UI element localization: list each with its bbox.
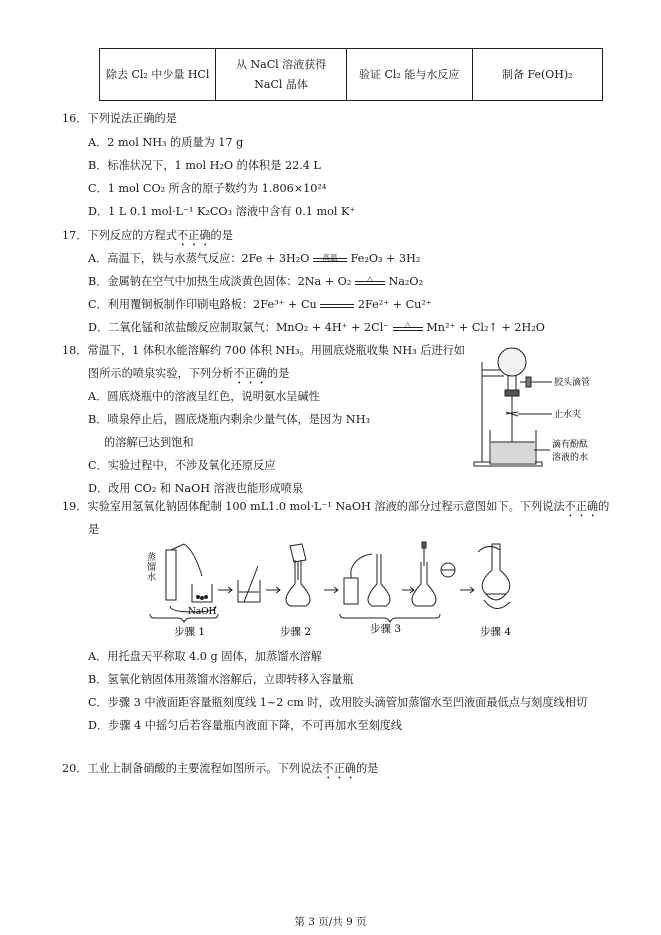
q19-option-b: B．氢氧化钠固体用蒸馏水溶解后，立即转移入容量瓶	[88, 673, 354, 686]
q18-option-d: D．改用 CO₂ 和 NaOH 溶液也能形成喷泉	[88, 482, 304, 495]
water-label-2: 溶液的水	[552, 453, 589, 463]
table-cell: 从 NaCl 溶液获得 NaCl 晶体	[216, 49, 346, 101]
equation-left: B．金属钠在空气中加热生成淡黄色固体：2Na + O₂	[88, 275, 352, 288]
q18-option-c: C．实验过程中，不涉及氧化还原反应	[88, 459, 276, 472]
naoh-label: NaOH	[188, 607, 217, 617]
stem-text: 图所示的喷泉实验，下列分析	[88, 367, 234, 380]
q17-option-a	[88, 250, 420, 266]
stem-text: 的	[598, 500, 610, 513]
page-number: 第 3 页/共 9 页	[294, 916, 367, 928]
emphasis-text: 不正确	[233, 367, 268, 380]
water-label: 馏	[147, 563, 157, 573]
equation-right: 2Fe²⁺ + Cu²⁺	[357, 298, 432, 311]
table-row	[100, 49, 603, 101]
clip-label: 止水夹	[554, 410, 582, 420]
q18-option-b-cont: 的溶解已达到饱和	[104, 436, 194, 449]
step-4-label: 步骤 4	[480, 626, 512, 638]
emphasis-text: 不正确	[176, 229, 211, 242]
q16-option-a: A．2 mol NH₃ 的质量为 17 g	[88, 136, 244, 149]
step-2-label: 步骤 2	[280, 626, 312, 638]
water-label-1: 滴有酚酞	[552, 440, 589, 450]
q18-option-b: B．喷泉停止后，圆底烧瓶内剩余少量气体，是因为 NH₃	[88, 413, 370, 426]
table-cell: 除去 Cl₂ 中少量 HCl	[100, 49, 216, 101]
dropper-label: 胶头滴管	[554, 378, 591, 388]
q17-option-d	[88, 319, 545, 335]
stem-text: 的是	[210, 229, 233, 242]
equation-left: A．高温下，铁与水蒸气反应：2Fe + 3H₂O	[88, 252, 310, 265]
table-cell: 制备 Fe(OH)₂	[472, 49, 602, 101]
reaction-condition: △	[367, 274, 373, 283]
question-19-stem	[62, 498, 609, 520]
experiment-table	[99, 48, 603, 101]
step-3-label: 步骤 3	[370, 623, 402, 635]
emphasis-text: 不正确	[564, 500, 599, 513]
question-18-stem-line2	[88, 365, 289, 387]
q17-option-c	[88, 296, 432, 312]
stem-text: 19．实验室用氢氧化钠固体配制 100 mL1.0 mol·L⁻¹ NaOH 溶液的部分过程示意图如下。下列说法	[62, 500, 565, 513]
question-20-stem	[62, 760, 378, 782]
water-label: 蒸	[147, 553, 157, 563]
q19-option-a: A．用托盘天平称取 4.0 g 固体，加蒸馏水溶解	[88, 650, 322, 663]
question-19-stem-cont: 是	[88, 523, 100, 536]
table-cell: 验证 Cl₂ 能与水反应	[346, 49, 472, 101]
question-16-stem: 16．下列说法正确的是	[62, 112, 177, 125]
fountain-experiment-figure	[460, 342, 610, 472]
emphasis-text: 不正确	[322, 762, 356, 775]
equation-left: D．二氧化锰和浓盐酸反应制取氯气：MnO₂ + 4H⁺ + 2Cl⁻	[88, 321, 390, 334]
stem-text: 20．工业上制备硝酸的主要流程如图所示。下列说法	[62, 762, 323, 775]
equation-arrow	[393, 320, 423, 335]
q16-option-b: B．标准状况下，1 mol H₂O 的体积是 22.4 L	[88, 159, 321, 172]
question-18-stem-line1: 18．常温下，1 体积水能溶解约 700 体积 NH₃。用圆底烧瓶收集 NH₃ 后进行如	[62, 344, 465, 357]
q17-option-b	[88, 273, 423, 289]
equation-right: Na₂O₂	[388, 275, 424, 288]
equation-arrow	[320, 304, 354, 312]
stem-text: 的是	[267, 367, 290, 380]
equation-arrow	[355, 274, 385, 289]
equation-right: Fe₂O₃ + 3H₂	[350, 252, 421, 265]
reaction-condition: △	[404, 320, 411, 329]
equation-arrow	[313, 253, 347, 266]
q18-option-a: A．圆底烧瓶中的溶液呈红色，说明氨水呈碱性	[88, 390, 320, 403]
reaction-condition: 高温	[322, 253, 338, 262]
water-label: 水	[147, 573, 157, 583]
q19-option-c: C．步骤 3 中液面距容量瓶刻度线 1~2 cm 时，改用胶头滴管加蒸馏水至凹液面最低点与刻度线相切	[88, 696, 588, 709]
q16-option-c: C．1 mol CO₂ 所含的原子数约为 1.806×10²⁴	[88, 182, 327, 195]
stem-text: 17．下列反应的方程式	[62, 229, 177, 242]
step-1-label: 步骤 1	[174, 626, 206, 638]
question-17-stem	[62, 227, 233, 249]
equation-left: C．利用覆铜板制作印刷电路板：2Fe³⁺ + Cu	[88, 298, 317, 311]
solution-preparation-figure	[140, 540, 540, 636]
q19-option-d: D．步骤 4 中摇匀后若容量瓶内液面下降，不可再加水至刻度线	[88, 719, 403, 732]
stem-text: 的是	[355, 762, 379, 775]
equation-right: Mn²⁺ + Cl₂↑ + 2H₂O	[426, 321, 545, 334]
q16-option-d: D．1 L 0.1 mol·L⁻¹ K₂CO₃ 溶液中含有 0.1 mol K⁺	[88, 205, 356, 218]
